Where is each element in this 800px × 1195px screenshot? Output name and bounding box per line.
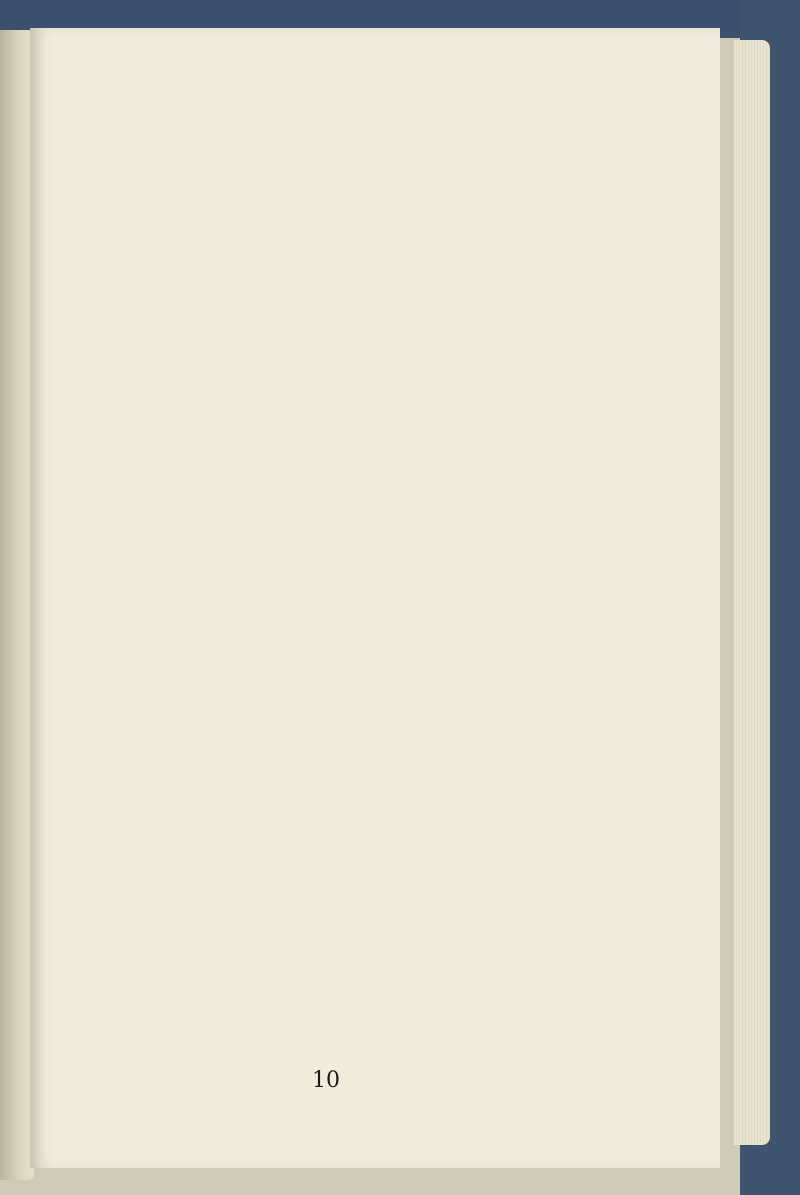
page-number: 10: [312, 1068, 340, 1093]
book-page: [30, 28, 720, 1168]
upper-text-block: [110, 178, 655, 618]
book-gutter-left: [0, 30, 34, 1180]
lower-text-block: [150, 646, 655, 1086]
page-stack-edge: [734, 40, 770, 1145]
